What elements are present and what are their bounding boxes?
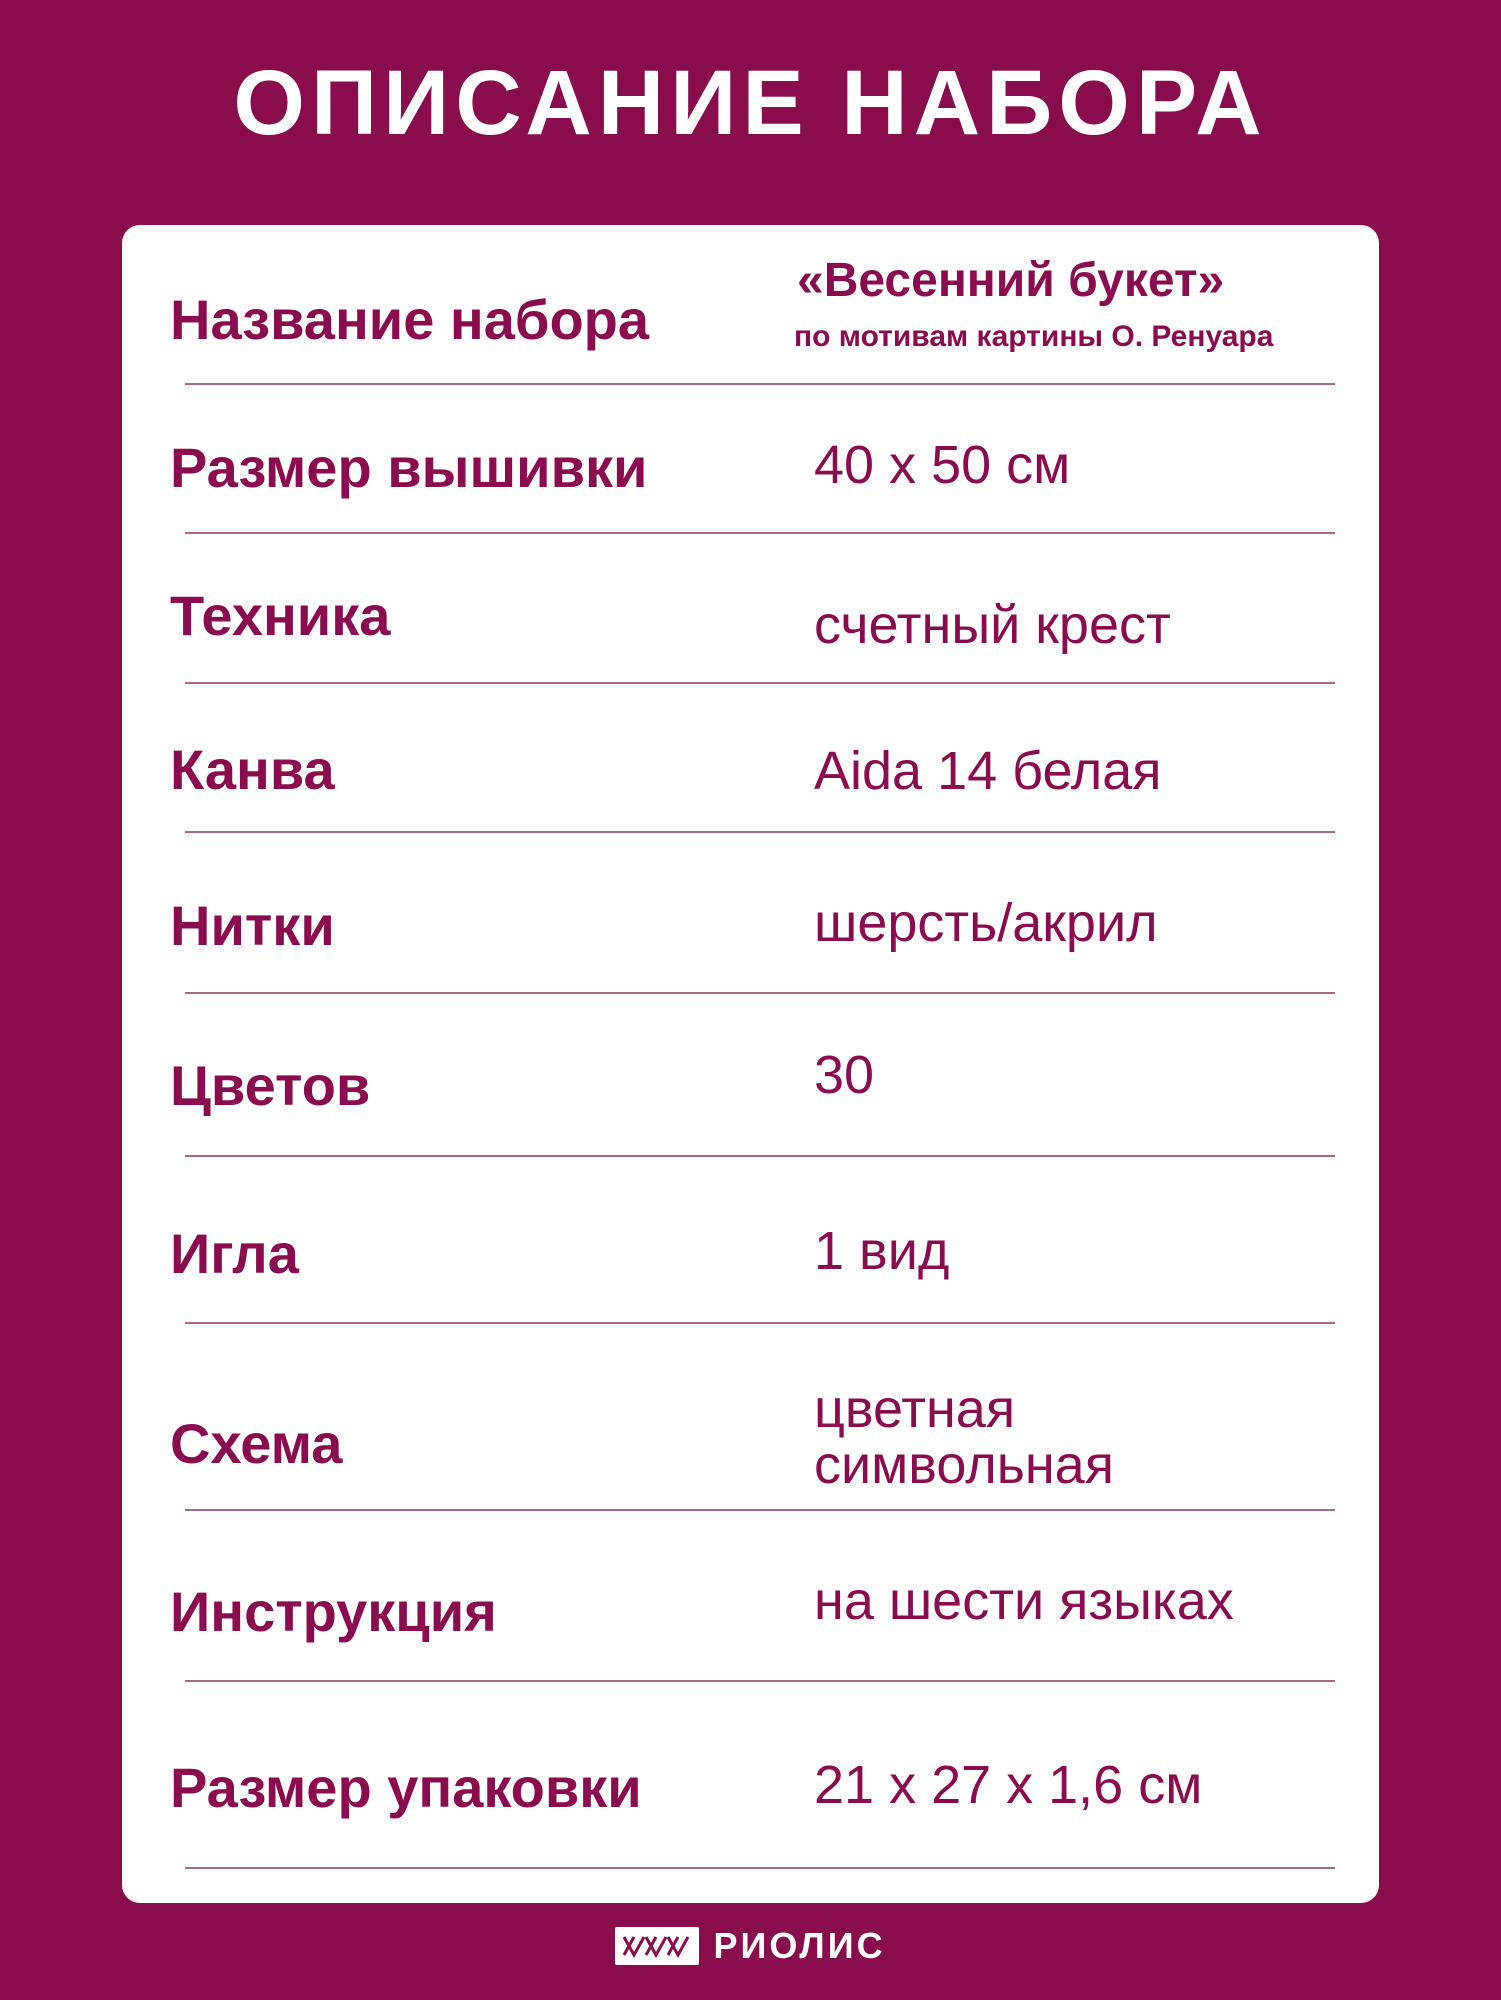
row-divider bbox=[185, 831, 1335, 833]
brand-logo-icon bbox=[615, 1927, 699, 1965]
canvas-value: Aida 14 белая bbox=[814, 741, 1162, 801]
kit-name-label: Название набора bbox=[170, 288, 650, 351]
scheme-label: Схема bbox=[170, 1412, 343, 1475]
needle-value: 1 вид bbox=[814, 1221, 950, 1281]
row-divider bbox=[185, 1155, 1335, 1157]
kit-description-card bbox=[122, 225, 1379, 1903]
instructions-label: Инструкция bbox=[170, 1580, 497, 1643]
colors-value: 30 bbox=[814, 1045, 875, 1105]
colors-label: Цветов bbox=[170, 1054, 371, 1117]
package-size-value: 21 х 27 х 1,6 см bbox=[814, 1755, 1203, 1815]
technique-label: Техника bbox=[170, 584, 391, 647]
embroidery-size-value: 40 х 50 см bbox=[814, 435, 1071, 495]
row-divider bbox=[185, 383, 1335, 385]
row-divider bbox=[185, 1680, 1335, 1682]
footer-brand bbox=[0, 1925, 1501, 1967]
threads-value: шерсть/акрил bbox=[814, 893, 1158, 953]
threads-label: Нитки bbox=[170, 894, 335, 957]
scheme-value-line2: символьная bbox=[814, 1435, 1114, 1495]
row-divider bbox=[185, 532, 1335, 534]
technique-value: счетный крест bbox=[814, 595, 1171, 655]
row-divider bbox=[185, 682, 1335, 684]
canvas-label: Канва bbox=[170, 738, 335, 801]
kit-name-subtitle: по мотивам картины О. Ренуара bbox=[794, 320, 1274, 353]
kit-name-value: «Весенний букет» bbox=[797, 254, 1225, 307]
brand-logo-icon bbox=[621, 1933, 693, 1959]
row-divider bbox=[185, 1867, 1335, 1869]
page-title: ОПИСАНИЕ НАБОРА bbox=[233, 52, 1268, 154]
scheme-value-line1: цветная bbox=[814, 1379, 1016, 1439]
package-size-label: Размер упаковки bbox=[170, 1756, 642, 1819]
instructions-value: на шести языках bbox=[814, 1571, 1234, 1631]
embroidery-size-label: Размер вышивки bbox=[170, 436, 648, 499]
row-divider bbox=[185, 1322, 1335, 1324]
needle-label: Игла bbox=[170, 1222, 299, 1285]
row-divider bbox=[185, 1509, 1335, 1511]
brand-name: РИОЛИС bbox=[713, 1925, 886, 1966]
row-divider bbox=[185, 992, 1335, 994]
